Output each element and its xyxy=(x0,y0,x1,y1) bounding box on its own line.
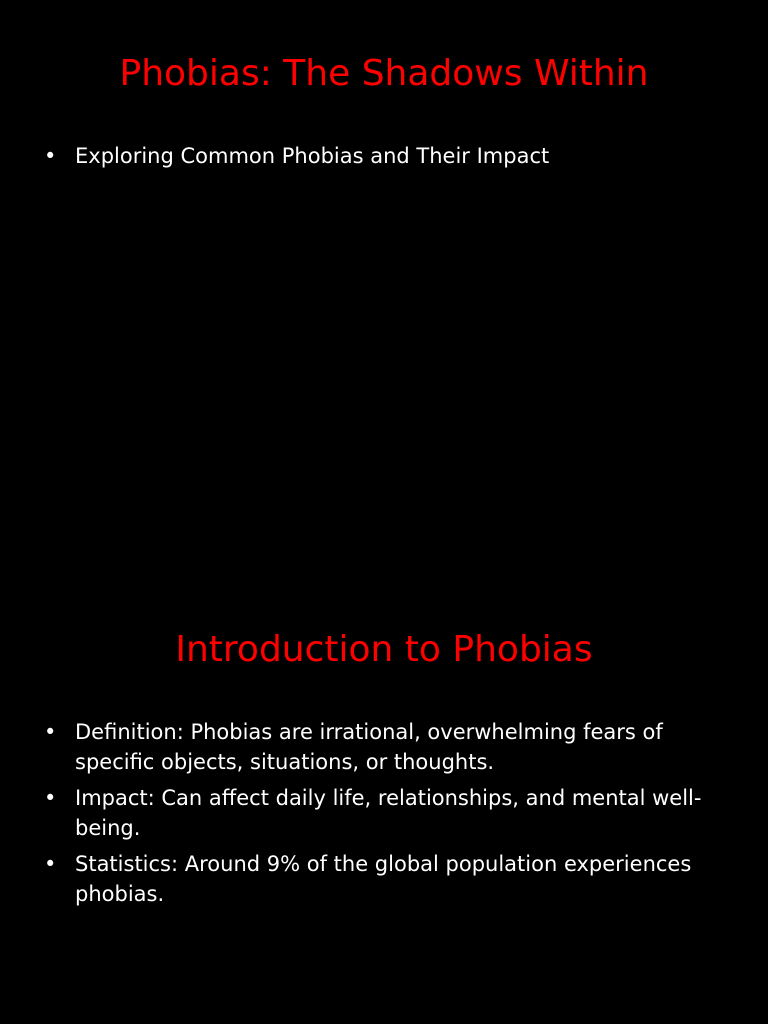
bullet-item xyxy=(44,783,704,843)
bullet-list xyxy=(44,717,704,915)
slide-title: Introduction to Phobias xyxy=(175,629,593,670)
bullet-item xyxy=(44,717,704,777)
bullet-icon: • xyxy=(44,720,57,744)
bullet-icon: • xyxy=(44,786,57,810)
bullet-icon: • xyxy=(44,852,57,876)
bullet-text: Statistics: Around 9% of the global population experiences phobias. xyxy=(75,852,692,906)
bullet-item xyxy=(44,141,704,171)
bullet-text: Impact: Can affect daily life, relationships, and mental well-being. xyxy=(75,786,702,840)
bullet-text: Exploring Common Phobias and Their Impact xyxy=(75,144,550,168)
bullet-icon: • xyxy=(44,144,57,168)
slide-2 xyxy=(0,576,768,1024)
slide-title: Phobias: The Shadows Within xyxy=(119,53,649,94)
bullet-item xyxy=(44,849,704,909)
bullet-text: Definition: Phobias are irrational, overwhelming fears of specific objects, situations, or thoughts. xyxy=(75,720,663,774)
bullet-list xyxy=(44,141,704,177)
